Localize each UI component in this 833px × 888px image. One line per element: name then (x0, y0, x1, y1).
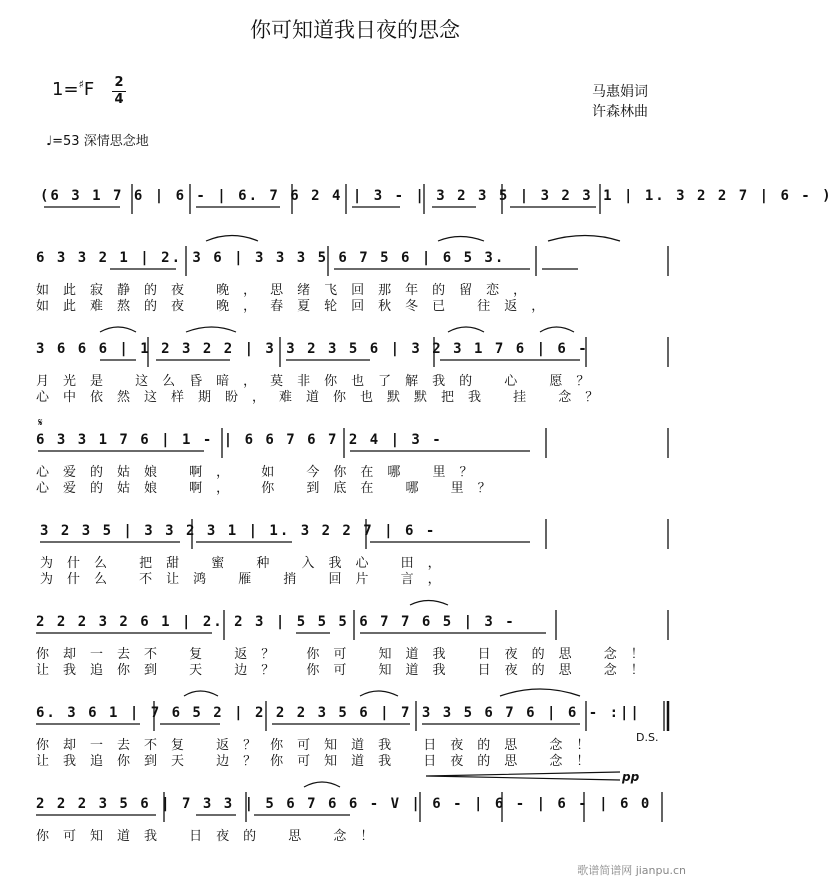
segno-mark: 𝄋 (38, 416, 43, 429)
system-7-lyric-1: 你却一去不复 返？你可知道我 日夜的思 念！ (36, 738, 604, 753)
system-6-notes: 2 2 2 3 2 6 1 | 2. 2 3 | 5 5 5 6 7 7 6 5 | 3 - (36, 614, 516, 630)
system-3-lyric-2: 心中依然这样期盼，难道你也默默把我 挂 念？ (36, 390, 613, 405)
system-3-lyric-1: 月光是 这么昏暗，莫非你也了解我的 心 愿？ (36, 374, 604, 389)
composer: 许森林曲 (592, 104, 648, 120)
tempo-marking: ♩=53 深情思念地 (46, 134, 149, 149)
system-8-lyric-1: 你可知道我 日夜的 思 念！ (36, 829, 388, 844)
system-4-lyric-2: 心爱的姑娘 啊， 你 到底在 哪 里？ (36, 481, 505, 496)
time-sig-top: 2 (114, 75, 124, 90)
system-2-lyric-2: 如此难熬的夜 晚，春夏轮回秋冬已 往返， (36, 299, 559, 314)
system-2-notes: 6 3 3 2 1 | 2. 3 6 | 3 3 3 5 6 7 5 6 | 6 5 3. (36, 250, 506, 266)
key-signature: 1=♯F (52, 78, 95, 100)
lyricist: 马惠娟词 (592, 84, 648, 100)
system-1-notes: (6 3 1 7 6 | 6 - | 6. 7 6 2 4 | 3 - | 3 2 3 5 | 3 2 3 1 | 1. 3 2 2 7 | 6 - ) (40, 188, 833, 204)
system-6-lyric-1: 你却一去不 复 返？ 你可 知道我 日夜的思 念！ (36, 647, 658, 662)
system-8-notes: 2 2 2 3 5 6 | 7 3 3 | 5 6 7 6 6 - V | 6 - | 6 - | 6 - | 6 0 (36, 796, 652, 812)
watermark: 歌谱简谱网 jianpu.cn (577, 864, 686, 877)
system-5-lyric-1: 为什么 把甜 蜜 种 入我心 田， (40, 556, 455, 571)
system-5-notes: 3 2 3 5 | 3 3 2 3 1 | 1. 3 2 2 7 | 6 - (40, 523, 437, 539)
system-5-lyric-2: 为什么 不让鸿 雁 捎 回片 言， (40, 572, 455, 587)
system-3-notes: 3 6 6 6 | 1 2 3 2 2 | 3 3 2 3 5 6 | 3 2 3 1 7 6 | 6 - (36, 341, 589, 357)
pianissimo-mark: pp (622, 770, 640, 784)
system-6-lyric-2: 让我追你到 天 边？ 你可 知道我 日夜的思 念！ (36, 663, 658, 678)
song-title: 你可知道我日夜的思念 (250, 18, 460, 42)
system-4-notes: 6 3 3 1 7 6 | 1 - | 6 6 7 6 7 2 4 | 3 - (36, 432, 443, 448)
system-7-lyric-2: 让我追你到天 边？你可知道我 日夜的思 念！ (36, 754, 604, 769)
system-7-notes: 6. 3 6 1 | 7 6 5 2 | 2 2 2 3 5 6 | 7 3 3 5 6 7 6 | 6 - :|| (36, 705, 641, 721)
system-4-lyric-1: 心爱的姑娘 啊， 如 今你在哪 里？ (36, 465, 487, 480)
ds-mark: D.S. (636, 731, 659, 744)
system-2-lyric-1: 如此寂静的夜 晚，思绪飞回那年的留恋， (36, 283, 541, 298)
time-sig-bottom: 4 (114, 92, 124, 107)
